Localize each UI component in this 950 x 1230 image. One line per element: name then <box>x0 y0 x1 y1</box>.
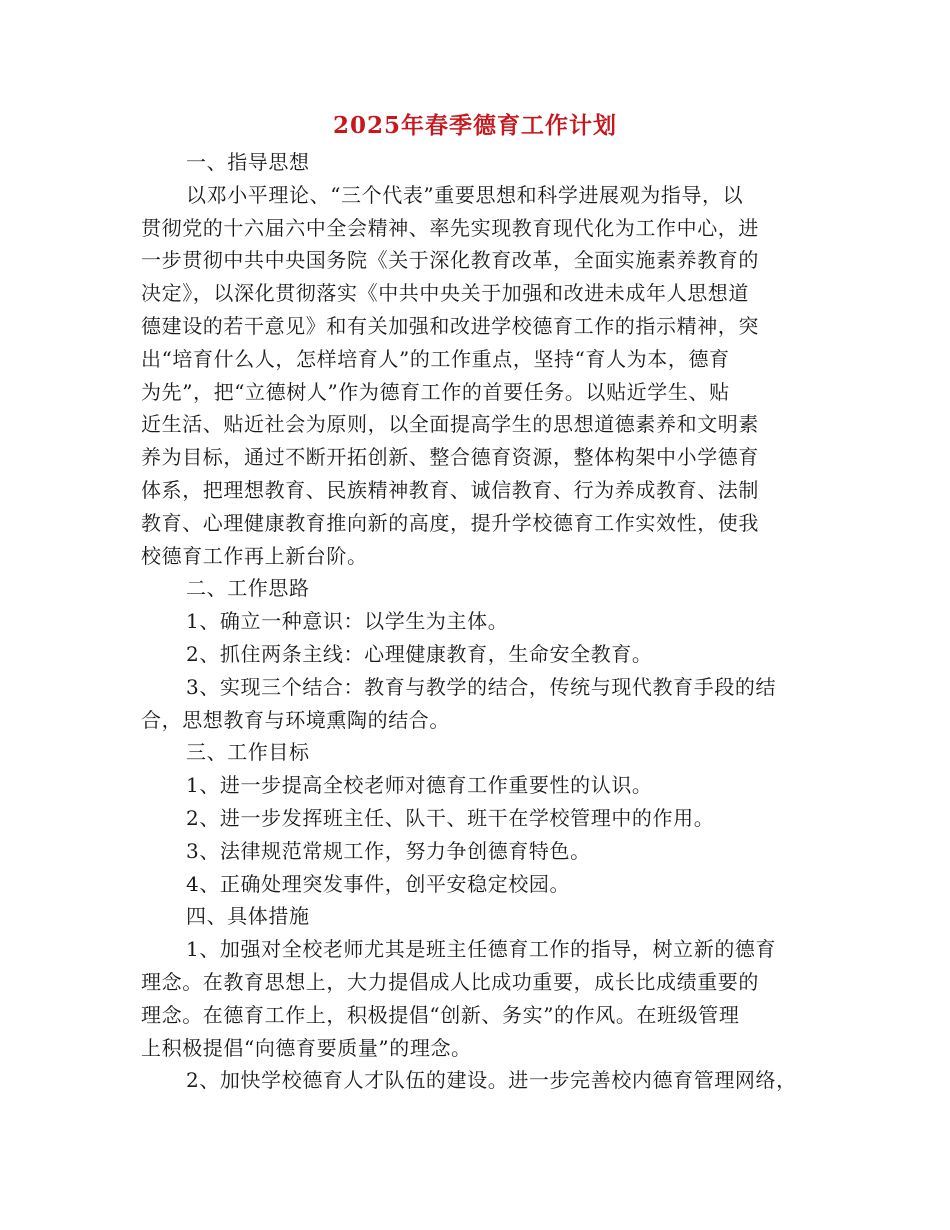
text-line: 一步贯彻中共中央国务院《关于深化教育改革，全面实施素养教育的 <box>141 248 759 273</box>
text-line: 以邓小平理论、“三个代表”重要思想和科学进展观为指导，以 <box>186 182 744 207</box>
text-line: 贯彻党的十六届六中全会精神、率先实现教育现代化为工作中心，进 <box>141 215 759 240</box>
text-line: 德建设的若干意见》和有关加强和改进学校德育工作的指示精神，突 <box>141 313 759 338</box>
text-line: 出“培育什么人，怎样培育人”的工作重点，坚持“育人为本，德育 <box>141 346 730 371</box>
text-line: 养为目标，通过不断开拓创新、整合德育资源，整体构架中小学德育 <box>141 445 759 470</box>
text-line: 近生活、贴近社会为原则，以全面提高学生的思想道德素养和文明素 <box>141 412 759 437</box>
text-line: 合，思想教育与环境熏陶的结合。 <box>141 707 450 732</box>
text-line: 四、具体措施 <box>186 904 310 929</box>
text-line: 体系，把理想教育、民族精神教育、诚信教育、行为养成教育、法制 <box>141 477 759 502</box>
text-line: 4、正确处理突发事件，创平安稳定校园。 <box>186 871 571 896</box>
text-line: 2、加快学校德育人才队伍的建设。进一步完善校内德育管理网络， <box>186 1068 797 1093</box>
text-line: 3、实现三个结合：教育与教学的结合，传统与现代教育手段的结 <box>186 674 777 699</box>
text-line: 为先”，把“立德树人”作为德育工作的首要任务。以贴近学生、贴 <box>141 379 730 404</box>
text-line: 1、进一步提高全校老师对德育工作重要性的认识。 <box>186 773 653 798</box>
text-line: 校德育工作再上新台阶。 <box>141 543 368 568</box>
text-line: 二、工作思路 <box>186 576 310 601</box>
text-line: 1、加强对全校老师尤其是班主任德育工作的指导，树立新的德育 <box>186 937 777 962</box>
text-line: 上积极提倡“向德育要质量”的理念。 <box>141 1035 472 1060</box>
text-line: 理念。在教育思想上，大力提倡成人比成功重要，成长比成绩重要的 <box>141 969 759 994</box>
text-line: 1、确立一种意识：以学生为主体。 <box>186 609 509 634</box>
text-line: 3、法律规范常规工作，努力争创德育特色。 <box>186 838 591 863</box>
text-line: 理念。在德育工作上，积极提倡“创新、务实”的作风。在班级管理 <box>141 1002 740 1027</box>
text-line: 三、工作目标 <box>186 740 310 765</box>
document-title: 2025年春季德育工作计划 <box>332 112 617 139</box>
text-line: 2、抓住两条主线：心理健康教育，生命安全教育。 <box>186 641 653 666</box>
text-line: 教育、心理健康教育推向新的高度，提升学校德育工作实效性，使我 <box>141 510 759 535</box>
text-line: 决定》，以深化贯彻落实《中共中央关于加强和改进未成年人思想道 <box>141 281 749 306</box>
document-body <box>141 146 821 1097</box>
text-line: 2、进一步发挥班主任、队干、班干在学校管理中的作用。 <box>186 805 715 830</box>
text-line: 一、指导思想 <box>186 150 310 174</box>
